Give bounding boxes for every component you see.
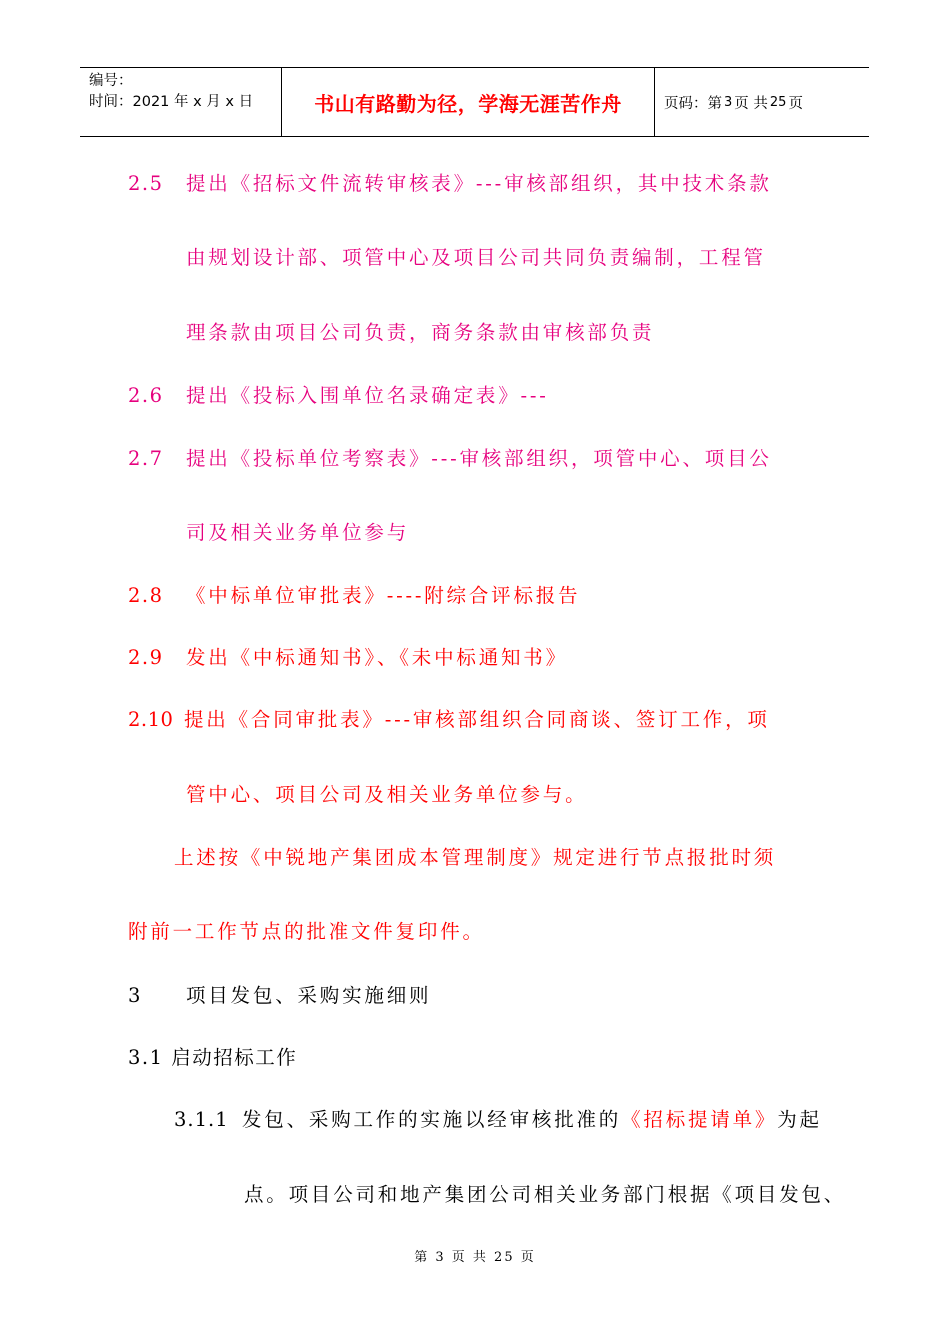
section-3-1-1-line1 [174, 1108, 822, 1132]
page-suffix: 页 [788, 95, 803, 112]
item-2-8-line1 [128, 584, 580, 608]
text-part-a: 发包、采购工作的实施以经审核批准的 [242, 1108, 622, 1131]
item-text: 提出《招标文件流转审核表》---审核部组织，其中技术条款 [186, 172, 772, 195]
note-line1: 上述按《中锐地产集团成本管理制度》规定进行节点报批时须 [174, 846, 777, 869]
item-number: 2.8 [128, 584, 164, 607]
item-text: 发出《中标通知书》、《未中标通知书》 [186, 646, 568, 669]
page-header [80, 67, 869, 137]
item-2-7-line1 [128, 447, 772, 471]
note-line2: 附前一工作节点的批准文件复印件。 [128, 920, 485, 943]
header-motto: 书山有路勤为径，学海无涯苦作舟 [282, 68, 655, 136]
item-2-10-line1 [128, 708, 770, 732]
item-text: 《中标单位审批表》----附综合评标报告 [186, 584, 581, 607]
item-number: 2.9 [128, 646, 164, 669]
section-3-1-heading: 3.1 启动招标工作 [128, 1046, 298, 1069]
page-prefix: 页码：第 [664, 95, 722, 112]
text-part-c: 为起 [777, 1108, 822, 1131]
item-number: 2.5 [128, 172, 164, 195]
section-title: 项目发包、采购实施细则 [186, 984, 432, 1007]
item-2-5-line3: 理条款由项目公司负责，商务条款由审核部负责 [186, 321, 655, 344]
item-2-6-line1 [128, 384, 549, 408]
section-3-heading [128, 984, 431, 1008]
page-total: 25 [769, 94, 787, 110]
page-mid: 页 共 [734, 95, 768, 112]
item-2-5-line2: 由规划设计部、项管中心及项目公司共同负责编制，工程管 [186, 246, 766, 269]
page-current: 3 [724, 94, 733, 110]
item-text: 提出《投标入围单位名录确定表》--- [186, 384, 549, 407]
date-label: 时间：2021 年 x 月 x 日 [89, 94, 254, 110]
item-text: 提出《合同审批表》---审核部组织合同商谈、签订工作，项 [184, 708, 770, 731]
item-number: 2.6 [128, 384, 164, 407]
header-meta [80, 68, 282, 136]
item-2-9-line1 [128, 646, 568, 670]
item-text: 提出《投标单位考察表》---审核部组织，项管中心、项目公 [186, 447, 772, 470]
text-part-b-highlight: 《招标提请单》 [621, 1108, 778, 1131]
section-3-1-1-line2: 点。项目公司和地产集团公司相关业务部门根据《项目发包、 [244, 1183, 847, 1206]
page-footer: 第 3 页 共 25 页 [414, 1250, 536, 1265]
item-2-10-line2: 管中心、项目公司及相关业务单位参与。 [186, 783, 588, 806]
section-number: 3 [128, 984, 142, 1007]
section-number: 3.1.1 [174, 1108, 229, 1131]
item-2-5-line1 [128, 172, 772, 196]
item-number: 2.10 [128, 708, 174, 731]
header-page-info [655, 68, 869, 136]
item-number: 2.7 [128, 447, 164, 470]
item-2-7-line2: 司及相关业务单位参与 [186, 521, 410, 544]
code-label: 编号： [89, 73, 133, 89]
